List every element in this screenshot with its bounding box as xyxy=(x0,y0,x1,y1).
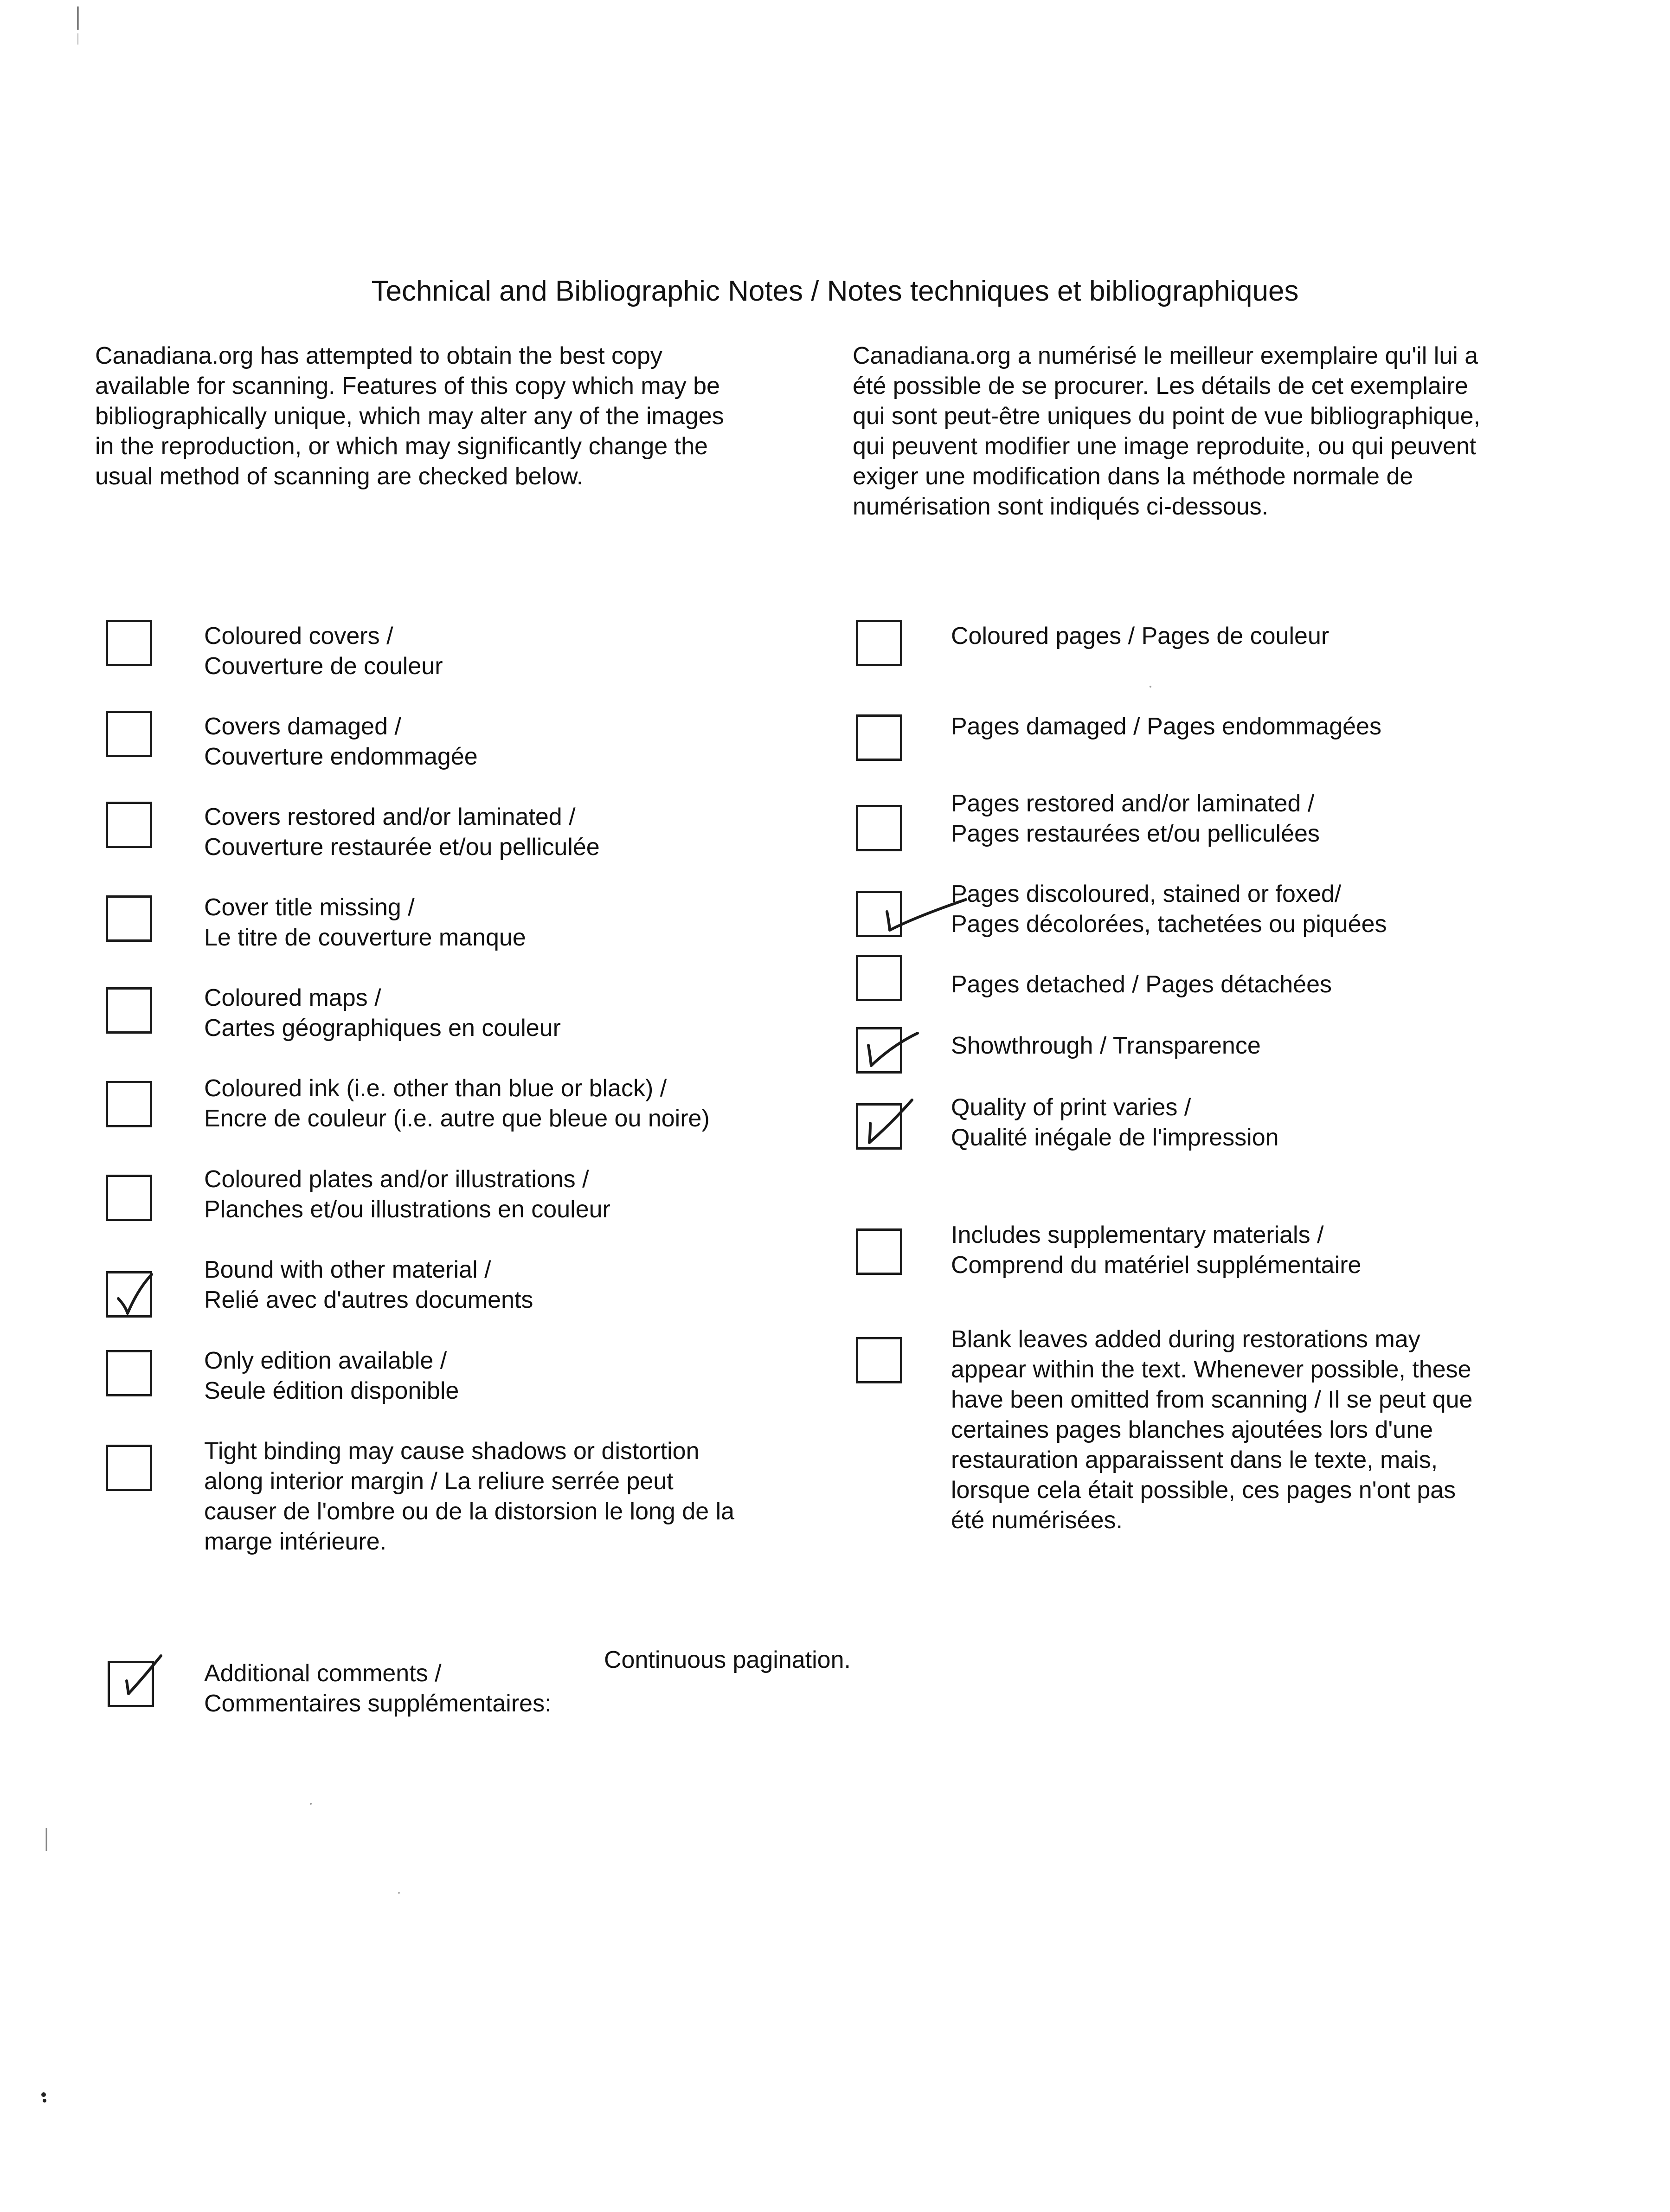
checkmark-icon xyxy=(854,1093,919,1158)
label-blank-leaves: Blank leaves added during restorations may appear within the text. Whenever possible, these have been omitted from scanning / Il se peut que certaines pages blanches ajoutées lors d'une restauration apparaissent dans le texte, mais, lorsque cela était possible, ces pages n'ont pas été numérisées. xyxy=(951,1326,1473,1534)
checkbox-tight-binding[interactable] xyxy=(106,1445,152,1491)
label-coloured-ink: Coloured ink (i.e. other than blue or black) / Encre de couleur (i.e. autre que bleue ou noire) xyxy=(204,1075,710,1132)
checkbox-coloured-maps[interactable] xyxy=(106,987,152,1034)
label-bound-with-other-material: Bound with other material / Relié avec d'autres documents xyxy=(204,1256,533,1313)
additional-comments-value: Continuous pagination. xyxy=(604,1646,851,1673)
label-quality-of-print: Quality of print varies / Qualité inégale de l'impression xyxy=(951,1094,1279,1151)
checkbox-showthrough[interactable] xyxy=(856,1027,902,1074)
checkbox-covers-damaged[interactable] xyxy=(106,711,152,757)
checkmark-icon xyxy=(104,1261,169,1326)
checkbox-coloured-ink[interactable] xyxy=(106,1081,152,1127)
checkbox-pages-restored[interactable] xyxy=(856,805,902,851)
label-only-edition-available: Only edition available / Seule édition disponible xyxy=(204,1347,459,1404)
checkmark-icon xyxy=(106,1651,171,1716)
checkbox-covers-restored[interactable] xyxy=(106,802,152,848)
checkbox-cover-title-missing[interactable] xyxy=(106,895,152,942)
label-coloured-covers: Coloured covers / Couverture de couleur xyxy=(204,623,443,680)
checkbox-blank-leaves[interactable] xyxy=(856,1337,902,1383)
label-coloured-plates: Coloured plates and/or illustrations / Planches et/ou illustrations en couleur xyxy=(204,1166,610,1223)
checkbox-pages-detached[interactable] xyxy=(856,955,902,1001)
page-title: Technical and Bibliographic Notes / Notes techniques et bibliographiques xyxy=(371,275,1299,307)
label-pages-discoloured: Pages discoloured, stained or foxed/ Pages décolorées, tachetées ou piquées xyxy=(951,881,1387,938)
checkbox-coloured-covers[interactable] xyxy=(106,620,152,666)
checkbox-additional-comments[interactable] xyxy=(108,1661,154,1707)
checkbox-pages-damaged[interactable] xyxy=(856,714,902,761)
label-cover-title-missing: Cover title missing / Le titre de couverture manque xyxy=(204,894,526,951)
intro-english: Canadiana.org has attempted to obtain the best copy available for scanning. Features of this copy which may be bibliographically unique, which may alter any of the images in the reproduction, or which may significantly change the usual method of scanning are checked below. xyxy=(95,342,724,490)
label-covers-damaged: Covers damaged / Couverture endommagée xyxy=(204,713,478,770)
checkbox-only-edition-available[interactable] xyxy=(106,1350,152,1396)
checkmark-icon xyxy=(854,881,957,946)
label-pages-damaged: Pages damaged / Pages endommagées xyxy=(951,713,1381,740)
intro-french: Canadiana.org a numérisé le meilleur exemplaire qu'il lui a été possible de se procurer. Les détails de cet exemplaire qui sont peut-être uniques du point de vue bibliographique, qui peuvent modifier une image reproduite, ou qui peuvent exiger une modification dans la méthode normale de numérisation sont indiqués ci-dessous. xyxy=(853,342,1480,520)
label-tight-binding: Tight binding may cause shadows or distortion along interior margin / La reliure serrée peut causer de l'ombre ou de la distorsion le long de la marge intérieure. xyxy=(204,1438,735,1555)
checkbox-pages-discoloured[interactable] xyxy=(856,891,902,937)
label-pages-restored: Pages restored and/or laminated / Pages restaurées et/ou pelliculées xyxy=(951,790,1320,847)
checkbox-bound-with-other-material[interactable] xyxy=(106,1271,152,1318)
checkbox-coloured-plates[interactable] xyxy=(106,1175,152,1221)
checkmark-icon xyxy=(854,1017,919,1082)
label-covers-restored: Covers restored and/or laminated / Couverture restaurée et/ou pelliculée xyxy=(204,804,600,861)
checkbox-quality-of-print[interactable] xyxy=(856,1103,902,1150)
label-pages-detached: Pages detached / Pages détachées xyxy=(951,971,1332,998)
checkbox-coloured-pages[interactable] xyxy=(856,620,902,666)
label-coloured-pages: Coloured pages / Pages de couleur xyxy=(951,623,1330,649)
label-showthrough: Showthrough / Transparence xyxy=(951,1032,1261,1059)
label-supplementary-materials: Includes supplementary materials / Comprend du matériel supplémentaire xyxy=(951,1222,1362,1279)
label-coloured-maps: Coloured maps / Cartes géographiques en couleur xyxy=(204,984,561,1042)
checkbox-supplementary-materials[interactable] xyxy=(856,1228,902,1275)
label-additional-comments: Additional comments / Commentaires supplémentaires: xyxy=(204,1660,552,1717)
